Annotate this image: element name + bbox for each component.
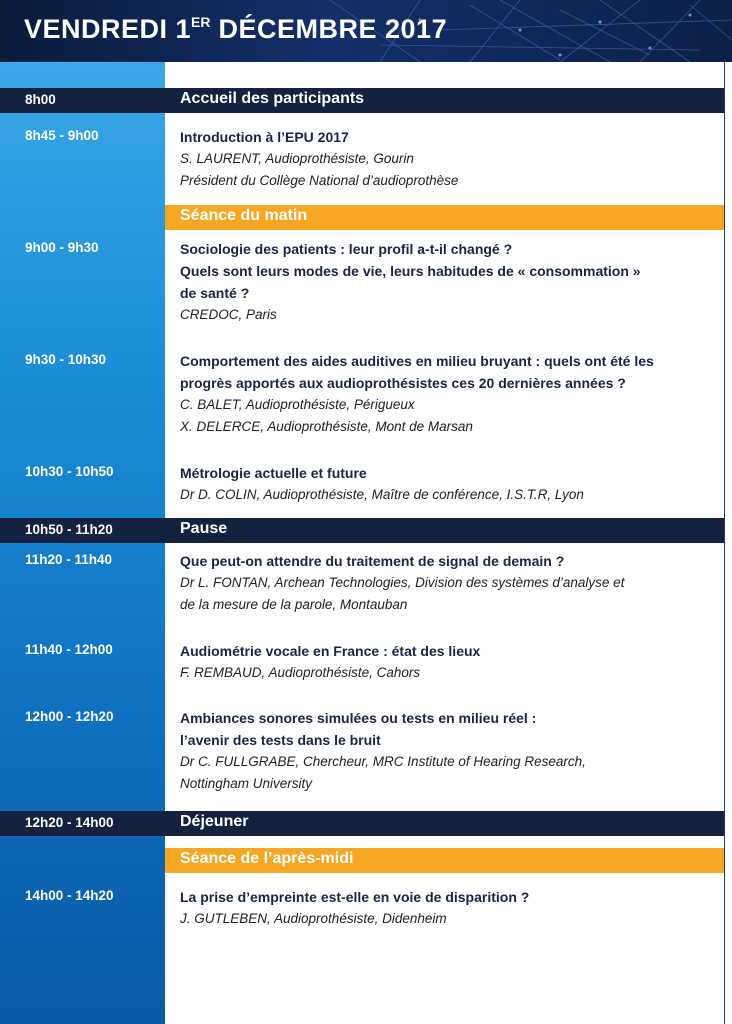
time-label: 12h20 - 14h00 [25,815,114,830]
session-bar-afternoon [165,848,724,873]
time-label: 9h00 - 9h30 [25,240,99,255]
entry-title: Comportement des aides auditives en milieu bruyant : quels ont été les [180,353,654,369]
schedule-bar-pause [0,518,724,543]
entry-speaker: CREDOC, Paris [180,307,277,322]
page-title: VENDREDI 1ER DÉCEMBRE 2017 [24,14,448,44]
time-label: 12h00 - 12h20 [25,709,114,724]
schedule-entry [180,350,710,438]
entry-speaker: Dr C. FULLGRABE, Chercheur, MRC Institute of Hearing Research, [180,754,586,769]
bar-label: Séance du matin [180,207,308,224]
schedule-bar-welcome [0,88,724,113]
schedule-entry [180,238,710,326]
entry-title: Audiométrie vocale en France : état des lieux [180,643,481,659]
bar-label: Pause [180,520,228,537]
time-label: 8h45 - 9h00 [25,128,99,143]
right-border-line [724,62,725,1024]
time-label: 10h30 - 10h50 [25,464,114,479]
bar-label: Déjeuner [180,813,249,830]
entry-speaker-role: de la mesure de la parole, Montauban [180,597,408,612]
entry-speaker: Dr D. COLIN, Audioprothésiste, Maître de conférence, I.S.T.R, Lyon [180,487,584,502]
entry-title: Sociologie des patients : leur profil a-t-il changé ? [180,241,513,257]
time-label: 8h00 [25,92,56,107]
entry-title: Quels sont leurs modes de vie, leurs habitudes de « consommation » [180,263,641,279]
schedule-entry [180,707,710,795]
time-label: 10h50 - 11h20 [25,522,113,537]
entry-title: La prise d’empreinte est-elle en voie de disparition ? [180,889,530,905]
entry-speaker-role: Nottingham University [180,776,313,791]
time-column-background [0,62,165,1024]
session-bar-morning [165,205,724,230]
schedule-entry [180,640,710,684]
entry-speaker: S. LAURENT, Audioprothésiste, Gourin [180,151,414,166]
entry-speaker: F. REMBAUD, Audioprothésiste, Cahors [180,665,421,680]
entry-speaker: Dr L. FONTAN, Archean Technologies, Division des systèmes d’analyse et [180,575,625,590]
schedule-entry [180,126,710,192]
page-header [0,0,732,62]
bar-label: Accueil des participants [180,90,365,107]
time-label: 14h00 - 14h20 [25,888,114,903]
entry-title: l’avenir des tests dans le bruit [180,732,381,748]
time-label: 11h20 - 11h40 [25,552,113,567]
entry-title: Ambiances sonores simulées ou tests en milieu réel : [180,710,537,726]
entry-title: progrès apportés aux audioprothésistes ces 20 dernières années ? [180,375,626,391]
entry-speaker-role: Président du Collège National d’audioprothèse [180,173,459,188]
bar-label: Séance de l’après-midi [180,850,354,867]
entry-speaker: X. DELERCE, Audioprothésiste, Mont de Marsan [180,419,473,434]
entry-title: Introduction à l’EPU 2017 [180,129,349,145]
time-label: 11h40 - 12h00 [25,642,113,657]
entry-speaker: J. GUTLEBEN, Audioprothésiste, Didenheim [180,911,447,926]
entry-title: Que peut-on attendre du traitement de signal de demain ? [180,553,565,569]
schedule-bar-lunch [0,811,724,836]
entry-title: de santé ? [180,285,250,301]
entry-speaker: C. BALET, Audioprothésiste, Périgueux [180,397,415,412]
schedule-entry [180,886,710,930]
schedule-entry [180,550,710,616]
entry-title: Métrologie actuelle et future [180,465,367,481]
time-label: 9h30 - 10h30 [25,352,107,367]
schedule-entry [180,462,710,506]
